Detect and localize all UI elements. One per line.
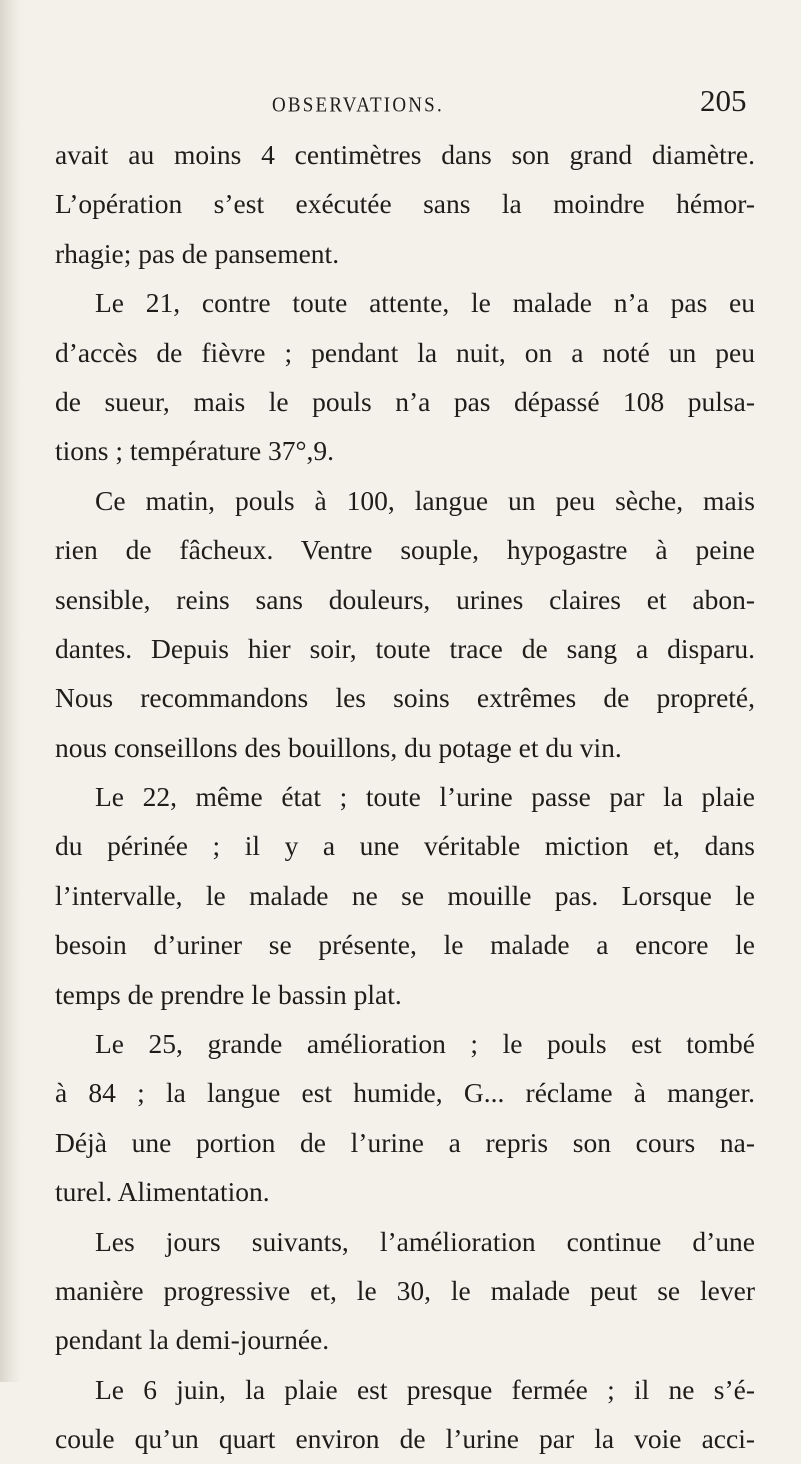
body-text: [55, 130, 755, 1464]
page-gutter-shadow: [0, 0, 22, 1382]
text-line: Le 21, contre toute attente, le malade n’a pas eu: [95, 287, 755, 319]
text-line: coule qu’un quart environ de l’urine par la voie acci-: [55, 1423, 755, 1455]
text-line: temps de prendre le bassin plat.: [55, 978, 402, 1010]
text-line: Nous recommandons les soins extrêmes de propreté,: [55, 682, 755, 714]
text-line: pendant la demi-journée.: [55, 1324, 330, 1356]
text-line: manière progressive et, le 30, le malade peut se lever: [55, 1274, 755, 1306]
page-number: 205: [700, 83, 747, 118]
text-line: d’accès de fièvre ; pendant la nuit, on a noté un peu: [55, 336, 755, 368]
text-line: sensible, reins sans douleurs, urines claires et abon-: [55, 583, 755, 615]
text-line: à 84 ; la langue est humide, G... réclame à manger.: [55, 1077, 755, 1109]
text-line: nous conseillons des bouillons, du potage et du vin.: [55, 731, 622, 763]
text-line: l’intervalle, le malade ne se mouille pas. Lorsque le: [55, 879, 755, 911]
text-line: Ce matin, pouls à 100, langue un peu sèche, mais: [95, 484, 755, 516]
text-line: de sueur, mais le pouls n’a pas dépassé 108 pulsa-: [55, 385, 755, 417]
text-line: tions ; température 37°,9.: [55, 435, 335, 467]
text-line: Déjà une portion de l’urine a repris son cours na-: [55, 1126, 755, 1158]
text-line: Les jours suivants, l’amélioration continue d’une: [95, 1225, 755, 1257]
text-line: Le 22, même état ; toute l’urine passe par la plaie: [95, 781, 755, 813]
text-line: du périnée ; il y a une véritable miction et, dans: [55, 830, 755, 862]
text-line: Le 25, grande amélioration ; le pouls est tombé: [95, 1028, 755, 1060]
text-line: turel. Alimentation.: [55, 1176, 270, 1208]
text-line: avait au moins 4 centimètres dans son grand diamètre.: [55, 139, 755, 170]
text-line: dantes. Depuis hier soir, toute trace de sang a disparu.: [55, 632, 755, 664]
text-line: L’opération s’est exécutée sans la moindre hémor-: [55, 188, 755, 220]
text-line: Le 6 juin, la plaie est presque fermée ; il ne s’é-: [95, 1373, 755, 1405]
running-title: OBSERVATIONS.: [272, 93, 444, 118]
text-line: rhagie; pas de pansement.: [55, 237, 340, 269]
text-line: rien de fâcheux. Ventre souple, hypogastre à peine: [55, 534, 755, 566]
text-line: besoin d’uriner se présente, le malade a encore le: [55, 929, 755, 961]
